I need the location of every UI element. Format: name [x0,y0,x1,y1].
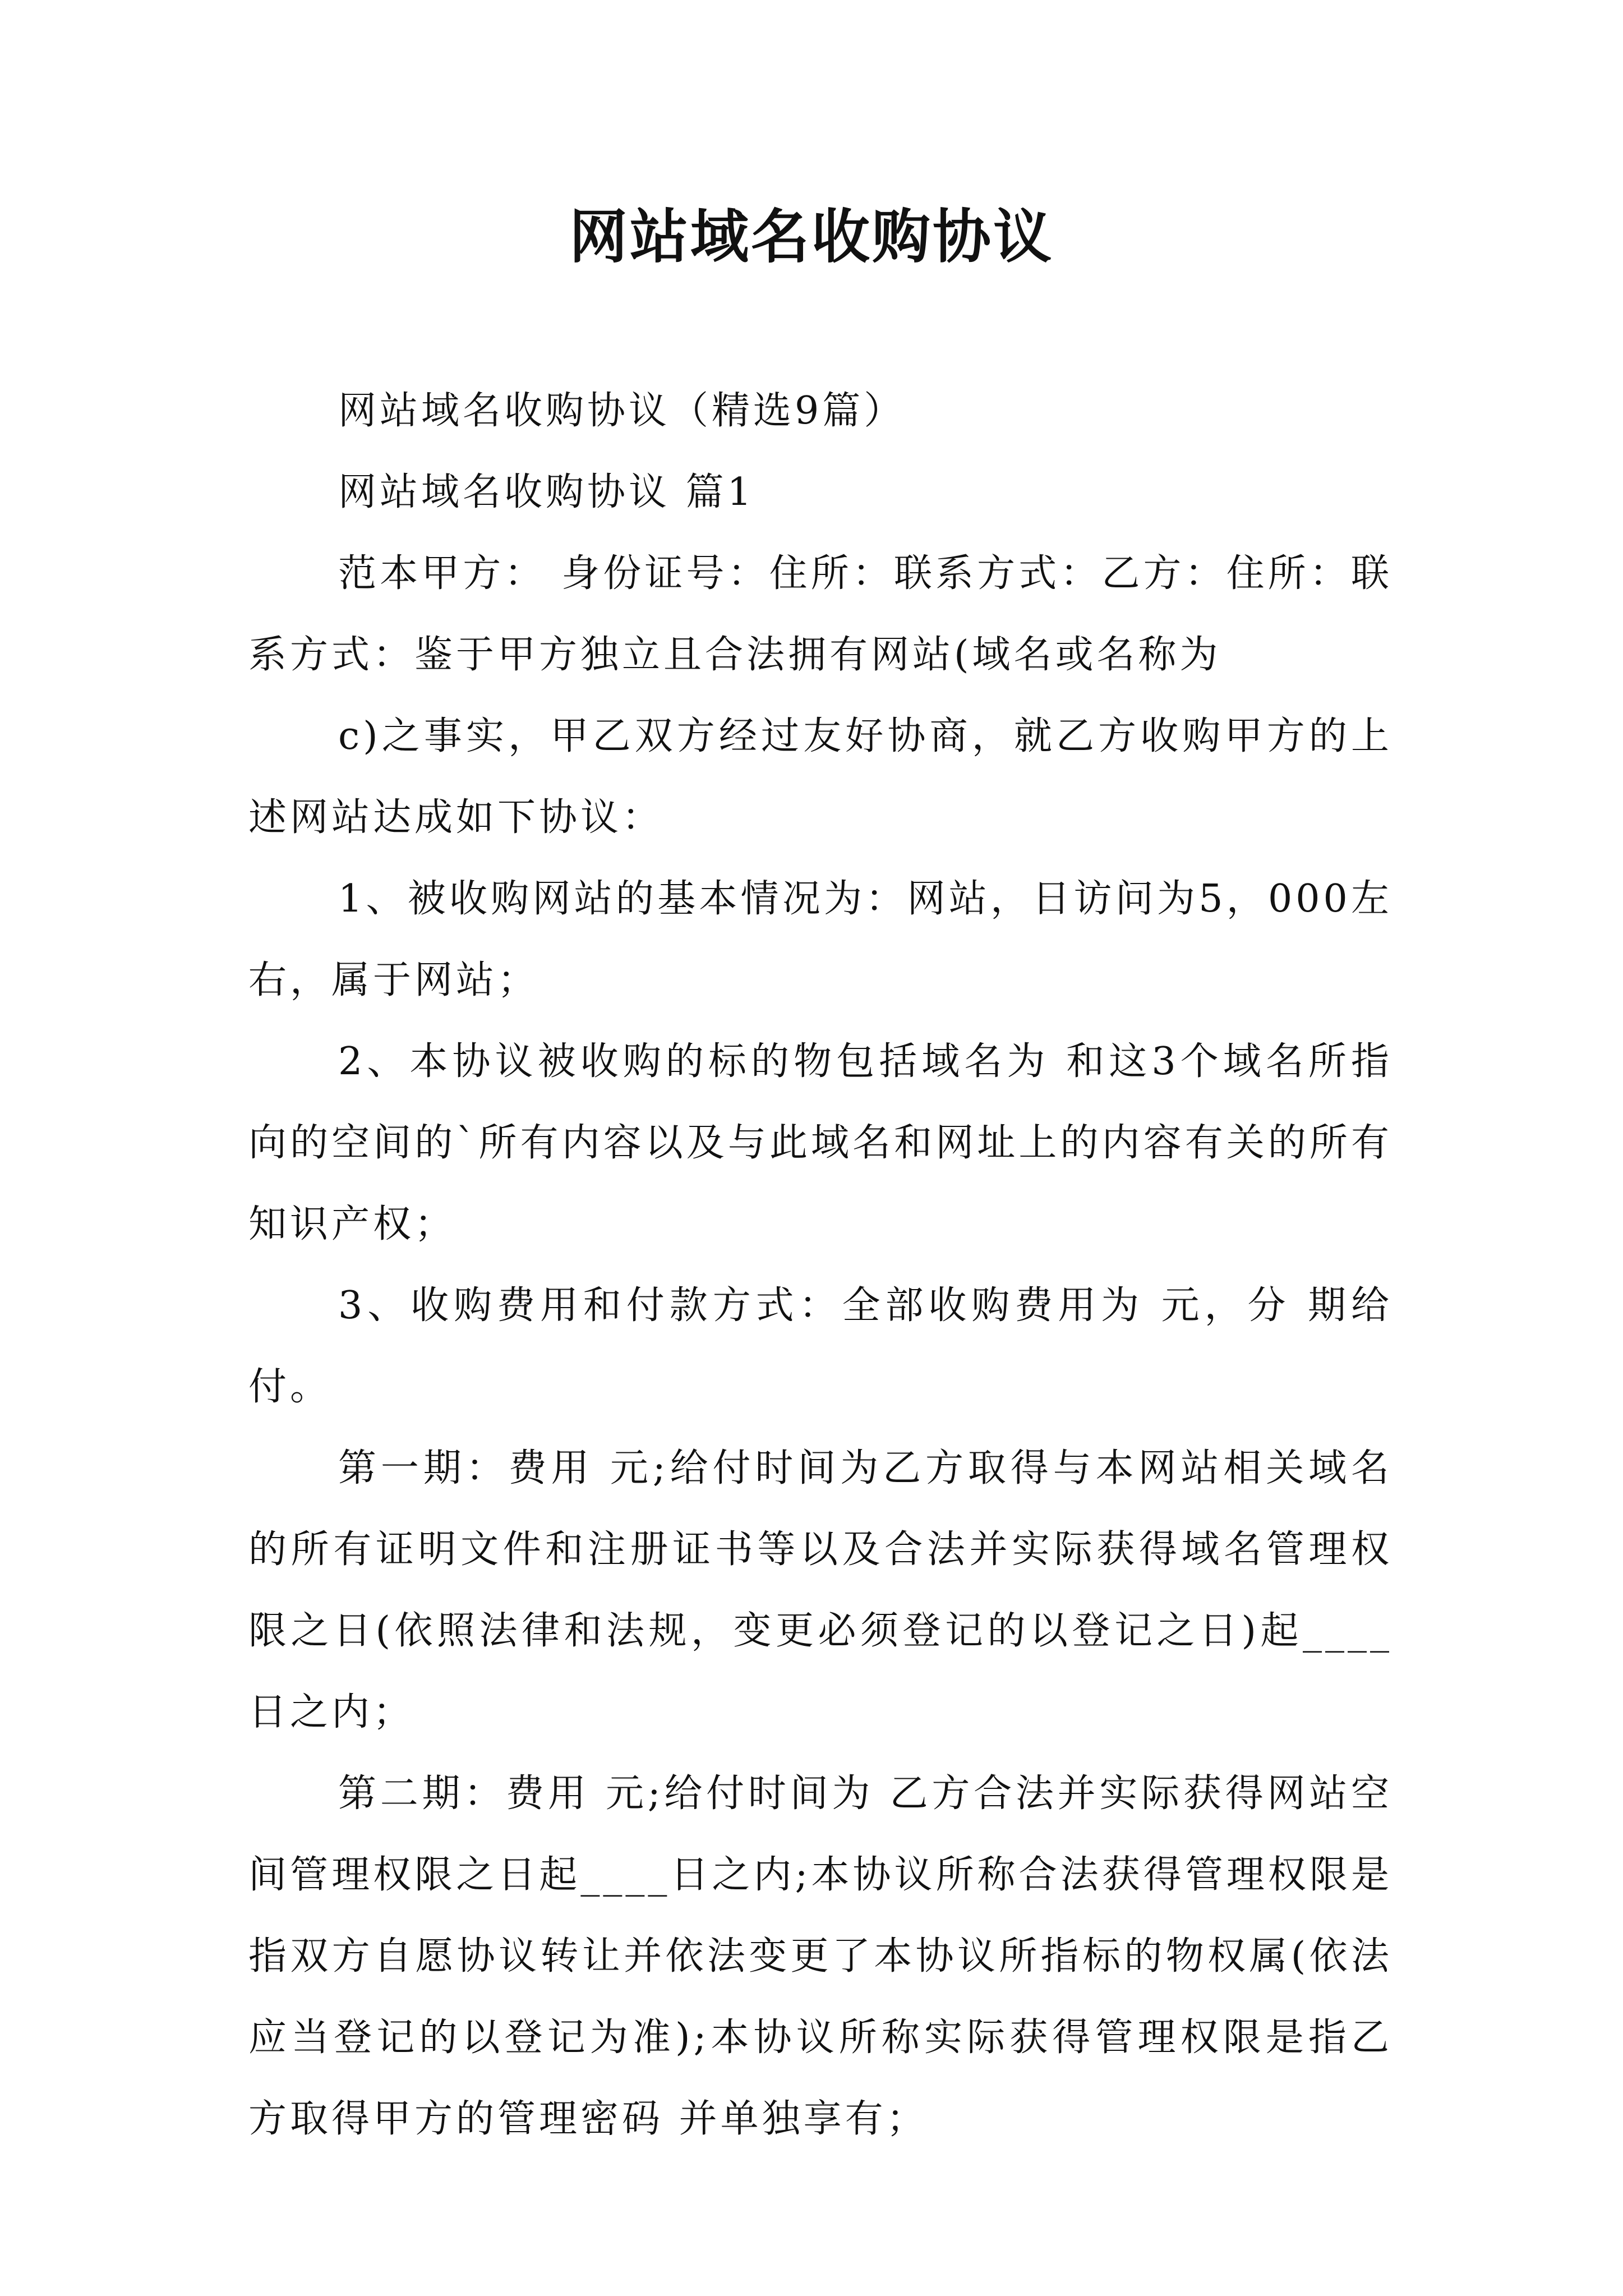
paragraph-payment-phase-2: 第二期：费用 元;给付时间为 乙方合法并实际获得网站空间管理权限之日起____日之内;本协议所称合法获得管理权限是指双方自愿协议转让并依法变更了本协议所指标的物权属(依法应当登记的以登记为准);本协议所称实际获得管理权限是指乙方取得甲方的管理密码 并单独享有； [248,1772,1393,2141]
paragraph-subtitle: 网站域名收购协议（精选9篇） [338,389,906,433]
paragraph-clause-2: 2、本协议被收购的标的物包括域名为 和这3个域名所指向的空间的`所有内容以及与此域名和网址上的内容有关的所有知识产权； [248,1039,1393,1246]
paragraph-section-heading: 网站域名收购协议 篇1 [338,470,755,514]
paragraph-payment-phase-1: 第一期：费用 元;给付时间为乙方取得与本网站相关域名的所有证明文件和注册证书等以及合法并实际获得域名管理权限之日(依照法律和法规，变更必须登记的以登记之日)起____日之内； [248,1446,1393,1734]
document-body [248,370,1393,2160]
paragraph-parties: 范本甲方： 身份证号：住所：联系方式：乙方：住所：联系方式：鉴于甲方独立且合法拥有网站(域名或名称为 [248,551,1393,677]
paragraph-clause-1: 1、被收购网站的基本情况为：网站，日访问为5，000左右，属于网站； [248,877,1393,1002]
paragraph-preamble: c)之事实，甲乙双方经过友好协商，就乙方收购甲方的上述网站达成如下协议： [248,714,1393,840]
document-title: 网站域名收购协议 [569,202,1054,271]
paragraph-clause-3: 3、收购费用和付款方式：全部收购费用为 元，分 期给付。 [248,1283,1393,1409]
